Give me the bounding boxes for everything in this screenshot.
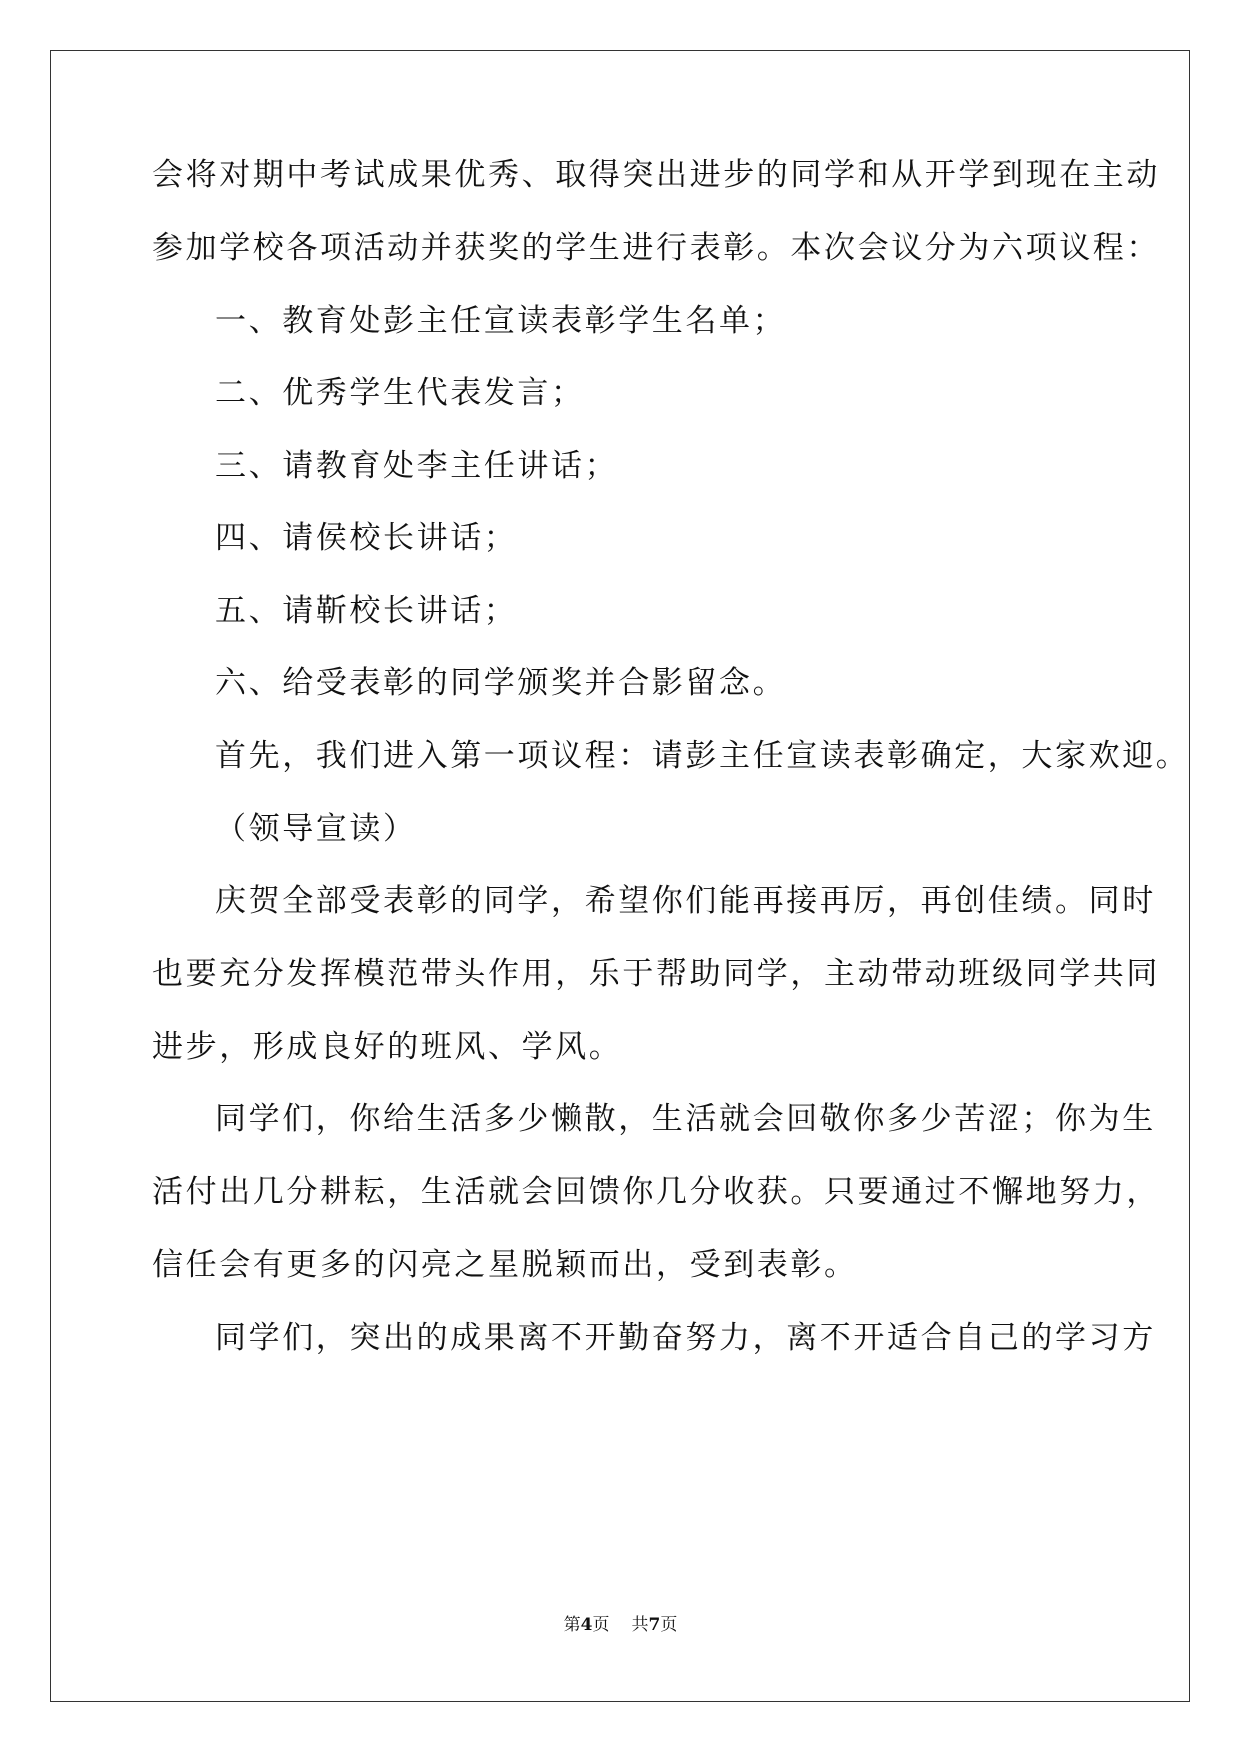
agenda-item-6: 六、给受表彰的同学颁奖并合影留念。 <box>215 665 787 701</box>
body-line-life-1: 同学们，你给生活多少懒散，生活就会回敬你多少苦涩；你为生 <box>215 1101 1156 1137</box>
footer-page-prefix: 第 <box>563 1615 581 1635</box>
agenda-item-3: 三、请教育处李主任讲话； <box>215 448 619 484</box>
page-footer <box>0 1610 1241 1635</box>
body-line-first-agenda: 首先，我们进入第一项议程：请彭主任宣读表彰确定，大家欢迎。 <box>215 738 1190 774</box>
body-line-congrats-2: 也要充分发挥模范带头作用，乐于帮助同学，主动带动班级同学共同 <box>152 956 1160 992</box>
body-line-life-2: 活付出几分耕耘，生活就会回馈你几分收获。只要通过不懈地努力， <box>152 1174 1160 1210</box>
footer-total-prefix: 共 <box>631 1615 649 1635</box>
footer-total-suffix: 页 <box>660 1615 678 1635</box>
page-border <box>50 50 1190 1702</box>
body-line-congrats-1: 庆贺全部受表彰的同学，希望你们能再接再厉，再创佳绩。同时 <box>215 883 1156 919</box>
agenda-item-5: 五、请靳校长讲话； <box>215 593 518 629</box>
body-line-leader-reading: （领导宣读） <box>215 811 417 847</box>
footer-page-suffix: 页 <box>592 1615 610 1635</box>
footer-total-pages: 7 <box>648 1615 661 1635</box>
agenda-item-2: 二、优秀学生代表发言； <box>215 375 585 411</box>
agenda-item-4: 四、请侯校长讲话； <box>215 520 518 556</box>
body-line-life-3: 信任会有更多的闪亮之星脱颖而出，受到表彰。 <box>152 1247 858 1283</box>
footer-page-number: 4 <box>580 1615 593 1635</box>
body-line-congrats-3: 进步，形成良好的班风、学风。 <box>152 1029 623 1065</box>
body-line-2: 参加学校各项活动并获奖的学生进行表彰。本次会议分为六项议程： <box>152 230 1160 266</box>
body-line-effort: 同学们，突出的成果离不开勤奋努力，离不开适合自己的学习方 <box>215 1320 1156 1356</box>
body-line-1: 会将对期中考试成果优秀、取得突出进步的同学和从开学到现在主动 <box>152 157 1160 193</box>
agenda-item-1: 一、教育处彭主任宣读表彰学生名单； <box>215 303 787 339</box>
